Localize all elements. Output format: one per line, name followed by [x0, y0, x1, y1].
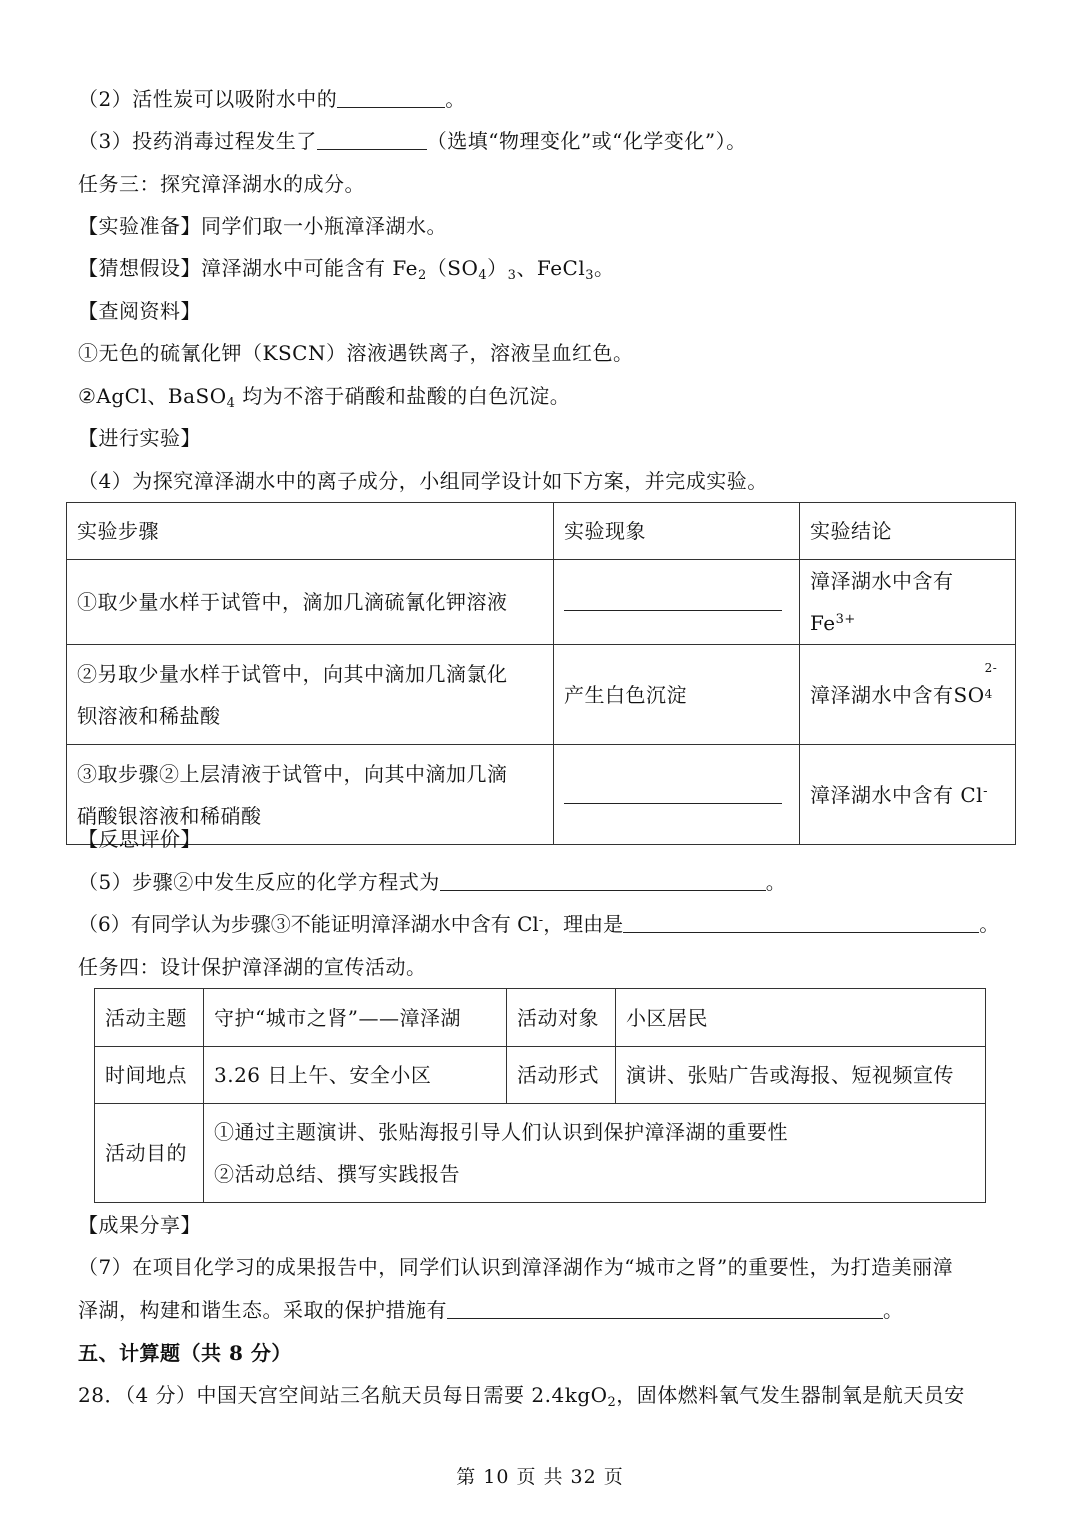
ion-base: SO: [953, 682, 985, 707]
superscript: 3+: [835, 612, 856, 627]
reference-2-text: ②AgCl、BaSO: [78, 384, 227, 408]
conclusion-3: [800, 745, 1016, 845]
step-3-line-2: 硝酸银溶液和稀硝酸: [77, 803, 262, 828]
ion-charge: 2-: [984, 660, 998, 675]
subscript: 4: [478, 268, 488, 283]
conclusion-1: [800, 560, 1016, 645]
header-phenomenon: 实验现象: [554, 503, 800, 560]
question-2-text: （2）活性炭可以吸附水中的: [78, 87, 338, 111]
theme-label: 活动主题: [95, 989, 204, 1047]
conclusion-2: [800, 645, 1016, 745]
answer-blank-q6[interactable]: [623, 912, 979, 933]
subscript: 3: [507, 268, 517, 283]
step-2: [67, 645, 554, 745]
reference-2-end: 均为不溶于硝酸和盐酸的白色沉淀。: [235, 384, 571, 408]
time-label: 时间地点: [95, 1047, 204, 1104]
superscript: -: [538, 913, 544, 928]
page-footer: 第 10 页 共 32 页: [456, 1466, 624, 1488]
hypothesis-text-4: 、FeCl: [516, 256, 586, 280]
section-5-heading: 五、计算题（共 8 分）: [78, 1341, 292, 1365]
answer-blank-phenomenon-3[interactable]: [564, 783, 782, 804]
subscript: 4: [226, 396, 236, 411]
phenomenon-1-cell: [554, 560, 800, 645]
question-5-text: （5）步骤②中发生反应的化学方程式为: [78, 870, 440, 894]
header-conclusion: 实验结论: [800, 503, 1016, 560]
purpose-line-2: ②活动总结、撰写实践报告: [214, 1162, 460, 1186]
step-2-line-2: 钡溶液和稀盐酸: [77, 703, 221, 728]
subscript: 2: [417, 268, 427, 283]
question-6-text: （6）有同学认为步骤③不能证明漳泽湖水中含有 Cl: [78, 912, 539, 936]
question-28-end: ，固体燃料氧气发生器制氧是航天员安: [616, 1383, 965, 1407]
hypothesis-text-3: ）: [487, 256, 508, 280]
purpose-value: [204, 1104, 986, 1203]
question-5: [78, 868, 786, 896]
question-7-line-1: （7）在项目化学习的成果报告中，同学们认识到漳泽湖作为“城市之肾”的重要性，为打造美丽漳: [78, 1255, 954, 1279]
question-7-text: 泽湖，构建和谐生态。采取的保护措施有: [78, 1298, 447, 1322]
table-row: [67, 645, 1016, 745]
question-6-end: 。: [979, 912, 1000, 936]
theme-value: 守护“城市之肾”——漳泽湖: [204, 989, 507, 1047]
answer-blank-q7[interactable]: [447, 1298, 883, 1319]
table-row: [67, 745, 1016, 845]
task-3-heading: 任务三：探究漳泽湖水的成分。: [78, 172, 365, 196]
conclusion-3-text: 漳泽湖水中含有 Cl: [810, 782, 984, 807]
question-3: [78, 127, 747, 155]
form-value: 演讲、张贴广告或海报、短视频宣传: [616, 1047, 986, 1104]
activity-table: [94, 988, 986, 1203]
question-5-end: 。: [765, 870, 787, 894]
task-4-heading: 任务四：设计保护漳泽湖的宣传活动。: [78, 955, 427, 979]
step-3-line-1: ③取步骤②上层清液于试管中，向其中滴加几滴: [77, 761, 508, 786]
conclusion-2-text: 漳泽湖水中含有: [810, 682, 954, 707]
purpose-label: 活动目的: [95, 1104, 204, 1203]
table-row: [95, 1104, 986, 1203]
target-value: 小区居民: [616, 989, 986, 1047]
hypothesis: [78, 254, 615, 282]
time-value: 3.26 日上午、安全小区: [204, 1047, 507, 1104]
reflection-heading: 【反思评价】: [78, 827, 201, 851]
table-row: [95, 989, 986, 1047]
phenomenon-3-cell: [554, 745, 800, 845]
purpose-line-1: ①通过主题演讲、张贴海报引导人们认识到保护漳泽湖的重要性: [214, 1120, 788, 1144]
form-label: 活动形式: [507, 1047, 616, 1104]
subscript: 3: [585, 268, 595, 283]
question-6-text-2: ，理由是: [543, 912, 624, 936]
subscript: 2: [607, 1395, 617, 1410]
question-7-line-2: [78, 1296, 904, 1324]
experiment-preparation: 【实验准备】同学们取一小瓶漳泽湖水。: [78, 214, 447, 238]
hypothesis-text-2: （SO: [426, 256, 479, 280]
answer-blank-q3[interactable]: [317, 129, 427, 150]
hypothesis-end: 。: [594, 256, 615, 280]
table-header-row: [67, 503, 1016, 560]
answer-blank-phenomenon-1[interactable]: [564, 590, 782, 611]
reference-heading: 【查阅资料】: [78, 299, 201, 323]
results-heading: 【成果分享】: [78, 1213, 201, 1237]
experiment-heading: 【进行实验】: [78, 426, 201, 450]
question-3-text: （3）投药消毒过程发生了: [78, 129, 317, 153]
sulfate-ion: [953, 660, 998, 716]
superscript: -: [983, 783, 988, 799]
answer-blank-q2[interactable]: [337, 87, 445, 108]
question-7-end: 。: [883, 1298, 904, 1322]
question-28: [78, 1381, 965, 1409]
reference-2: [78, 382, 570, 410]
reference-1: ①无色的硫氰化钾（KSCN）溶液遇铁离子，溶液呈血红色。: [78, 341, 634, 365]
conclusion-1-text: 漳泽湖水中含有 Fe: [810, 569, 954, 635]
experiment-table: [66, 502, 1016, 845]
target-label: 活动对象: [507, 989, 616, 1047]
header-step: 实验步骤: [67, 503, 554, 560]
step-2-line-1: ②另取少量水样于试管中，向其中滴加几滴氯化: [77, 661, 508, 686]
question-2: [78, 85, 466, 113]
answer-blank-q5[interactable]: [440, 870, 766, 891]
phenomenon-2: 产生白色沉淀: [554, 645, 800, 745]
question-2-end: 。: [445, 87, 466, 111]
question-28-text: 28．（4 分）中国天宫空间站三名航天员每日需要 2.4kgO: [78, 1383, 608, 1407]
table-row: [67, 560, 1016, 645]
question-3-end: （选填“物理变化”或“化学变化”）。: [426, 129, 747, 153]
hypothesis-text: 【猜想假设】漳泽湖水中可能含有 Fe: [78, 256, 418, 280]
ion-subscript: 4: [984, 686, 993, 701]
step-1: ①取少量水样于试管中，滴加几滴硫氰化钾溶液: [67, 560, 554, 645]
question-4: （4）为探究漳泽湖水中的离子成分，小组同学设计如下方案，并完成实验。: [78, 469, 768, 493]
question-6: [78, 910, 999, 938]
table-row: [95, 1047, 986, 1104]
